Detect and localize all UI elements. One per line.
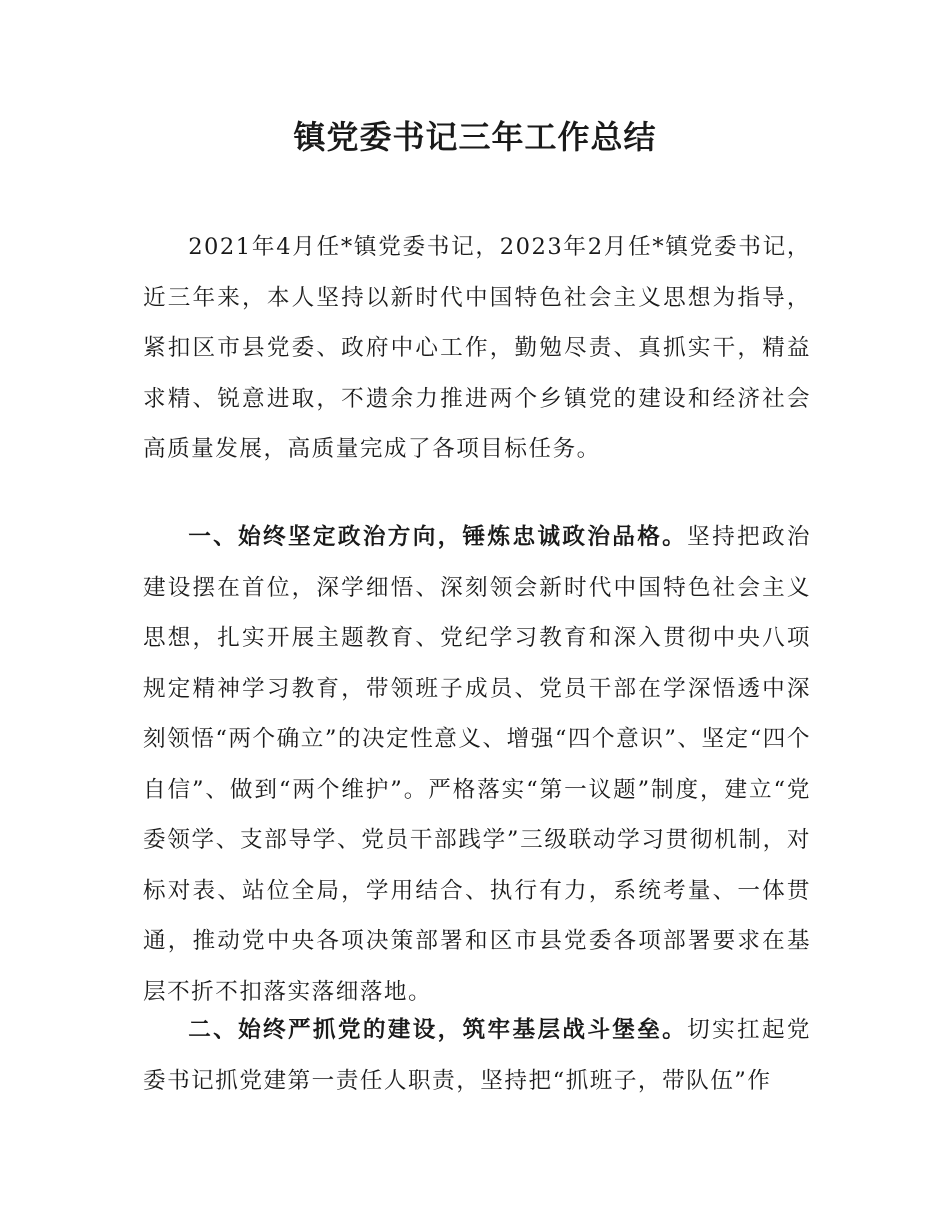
paragraph-political-direction-text: 坚持把政治建设摆在首位，深学细悟、深刻领会新时代中国特色社会主义思想，扎实开展主题教育、党纪学习教育和深入贯彻中央八项规定精神学习教育，带领班子成员、党员干部在学深悟透中深刻领悟“两个确立”的决定性意义、增强“四个意识”、坚定“四个自信”、做到“两个维护”。严格落实“第一议题”制度，建立“党委领学、支部导学、党员干部践学”三级联动学习贯彻机制，对标对表、站位全局，学用结合、执行有力，系统考量、一体贯通，推动党中央各项决策部署和区市县党委各项部署要求在基层不折不扣落实落细落地。 (143, 524, 812, 1005)
paragraph-party-building-text: 切实扛起党委书记抓党建第一责任人职责，坚持把“抓班子，带队伍”作 (143, 1017, 812, 1094)
document-title: 镇党委书记三年工作总结 (293, 118, 657, 156)
paragraph-party-building (143, 1005, 811, 1106)
section-heading-2: 二、始终严抓党的建设，筑牢基层战斗堡垒。 (188, 1017, 688, 1043)
section-heading-1: 一、始终坚定政治方向，锤炼忠诚政治品格。 (188, 524, 688, 550)
paragraph-intro-text: 2021年4月任*镇党委书记，2023年2月任*镇党委书记，近三年来，本人坚持以新时代中国特色社会主义思想为指导，紧扣区市县党委、政府中心工作，勤勉尽责、真抓实干，精益求精、锐意进取，不遗余力推进两个乡镇党的建设和经济社会高质量发展，高质量完成了各项目标任务。 (143, 234, 811, 462)
paragraph-political-direction (143, 512, 811, 1017)
paragraph-intro (143, 222, 811, 475)
